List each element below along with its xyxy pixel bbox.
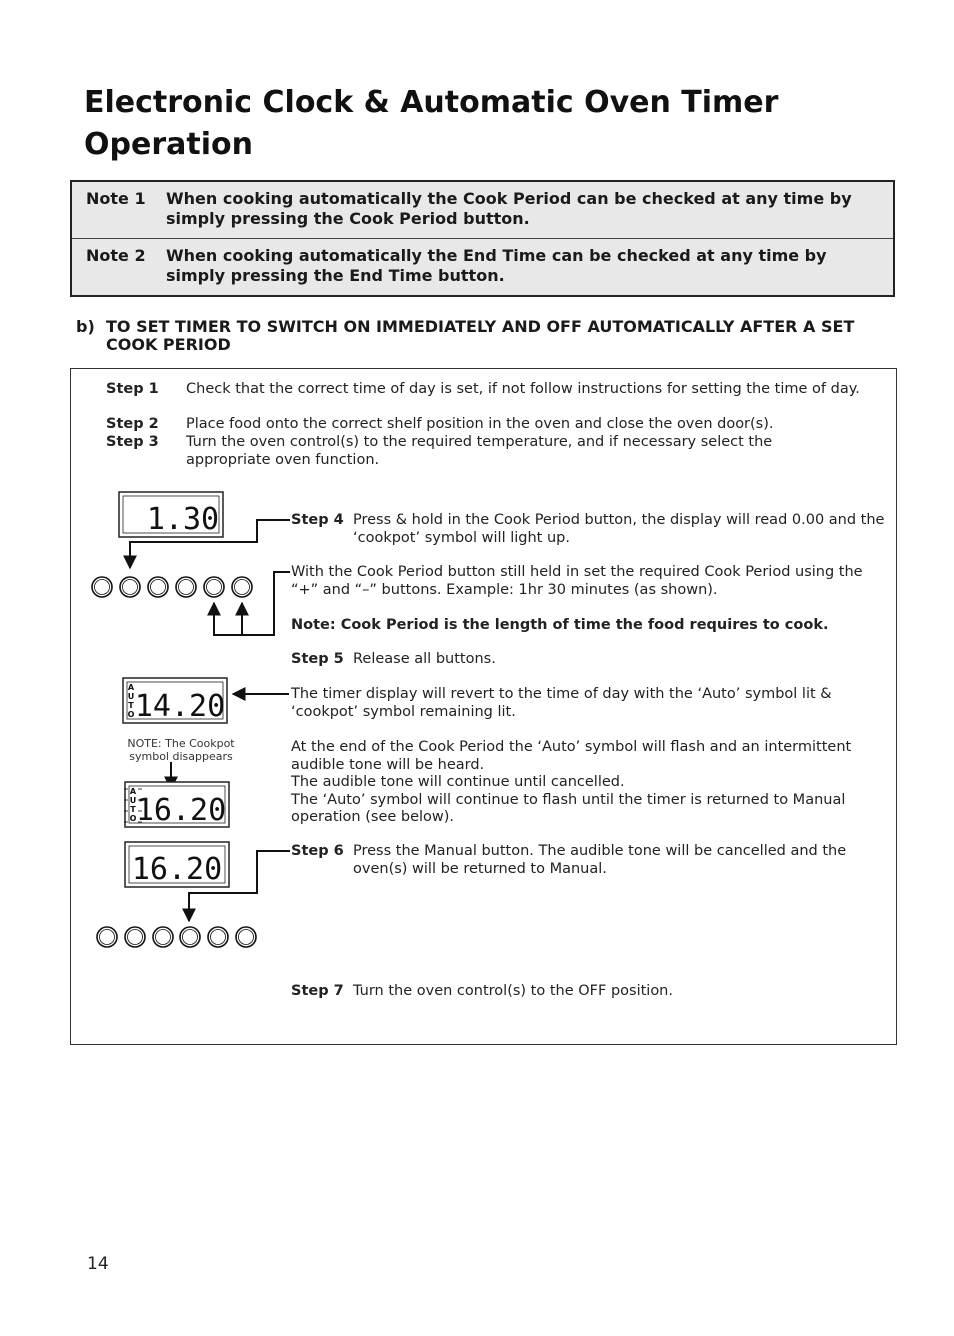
timer-display-4	[125, 842, 229, 887]
step-text: Press the Manual button. The audible tone will be cancelled and the oven(s) will be returned to Manual.	[353, 843, 847, 877]
timer-button[interactable]	[153, 927, 173, 947]
step-5	[291, 651, 891, 669]
display-4-value: 16.20	[131, 852, 223, 887]
end-of-cook-text	[291, 739, 891, 827]
end-line: The audible tone will continue until cancelled.	[291, 774, 625, 790]
step-text: Place food onto the correct shelf position in the oven and close the oven door(s).	[186, 416, 774, 432]
timer-button[interactable]	[236, 927, 256, 947]
button-row-2	[97, 927, 256, 947]
display-3-value: 16.20	[135, 793, 227, 828]
step-label: Step 7	[291, 983, 344, 999]
timer-button[interactable]	[148, 577, 168, 597]
timer-button[interactable]	[176, 577, 196, 597]
timer-button[interactable]	[208, 927, 228, 947]
svg-text:U: U	[129, 796, 137, 805]
svg-text:U: U	[127, 692, 135, 701]
plus-button[interactable]	[232, 577, 252, 597]
note-text: When cooking automatically the Cook Period can be checked at any time by simply pressing the Cook Period button.	[166, 189, 852, 228]
button-row-1	[92, 577, 252, 597]
step-label: Step 2	[106, 416, 159, 432]
section-marker: b)	[76, 317, 95, 336]
step-label: Step 5	[291, 651, 344, 667]
display-2-value: 14.20	[134, 689, 226, 724]
step-6	[291, 843, 891, 878]
arrow-minus	[214, 572, 290, 635]
svg-text:T: T	[130, 805, 136, 814]
set-cook-period-text: With the Cook Period button still held in set the required Cook Period using the “+” and “–” buttons. Example: 1hr 30 minutes (as shown).	[291, 564, 863, 598]
note-label: Note 2	[86, 246, 146, 265]
step-label: Step 6	[291, 843, 344, 859]
step-text: Turn the oven control(s) to the OFF position.	[353, 983, 673, 999]
timer-button[interactable]	[125, 927, 145, 947]
svg-text:A: A	[129, 787, 137, 796]
timer-display-3	[124, 782, 229, 828]
minus-button[interactable]	[204, 577, 224, 597]
end-line: The ‘Auto’ symbol will continue to flash until the timer is returned to Manual operation (see below).	[291, 791, 846, 825]
timer-display-1	[119, 492, 223, 537]
timer-display-2	[123, 678, 227, 724]
note-label: Note 1	[86, 189, 146, 208]
timer-button[interactable]	[97, 927, 117, 947]
manual-button[interactable]	[180, 927, 200, 947]
timer-button[interactable]	[120, 577, 140, 597]
svg-text:O: O	[127, 710, 135, 719]
section-heading-text: TO SET TIMER TO SWITCH ON IMMEDIATELY AND OFF AUTOMATICALLY AFTER A SET COOK PERIOD	[106, 317, 855, 354]
svg-text:A: A	[127, 683, 135, 692]
step-text: Release all buttons.	[353, 651, 496, 667]
svg-text:T: T	[128, 701, 134, 710]
step-text: Check that the correct time of day is set, if not follow instructions for setting the time of day.	[186, 381, 860, 397]
step-7	[291, 983, 891, 1001]
step-text: Press & hold in the Cook Period button, the display will read 0.00 and the ‘cookpot’ symbol will light up.	[353, 512, 885, 546]
svg-text:O: O	[129, 814, 137, 823]
page-title: Electronic Clock & Automatic Oven Timer Operation	[84, 85, 779, 162]
note-text: When cooking automatically the End Time can be checked at any time by simply pressing the End Time button.	[166, 246, 827, 285]
timer-button[interactable]	[92, 577, 112, 597]
step-label: Step 1	[106, 381, 159, 397]
step-label: Step 4	[291, 512, 344, 528]
cookpot-caption: NOTE: The Cookpot symbol disappears	[127, 737, 235, 763]
step-text: Turn the oven control(s) to the required temperature, and if necessary select the appropriate oven function.	[186, 434, 773, 468]
revert-text: The timer display will revert to the time of day with the ‘Auto’ symbol lit & ‘cookpot’ symbol remaining lit.	[291, 686, 832, 720]
cook-period-note: Note: Cook Period is the length of time the food requires to cook.	[291, 617, 829, 633]
end-line: At the end of the Cook Period the ‘Auto’ symbol will flash and an intermittent audible tone will be heard.	[291, 739, 852, 773]
step-4	[291, 512, 891, 547]
step-label: Step 3	[106, 434, 159, 450]
page-number: 14	[87, 1254, 109, 1274]
display-1-value: 1.30	[146, 502, 220, 537]
